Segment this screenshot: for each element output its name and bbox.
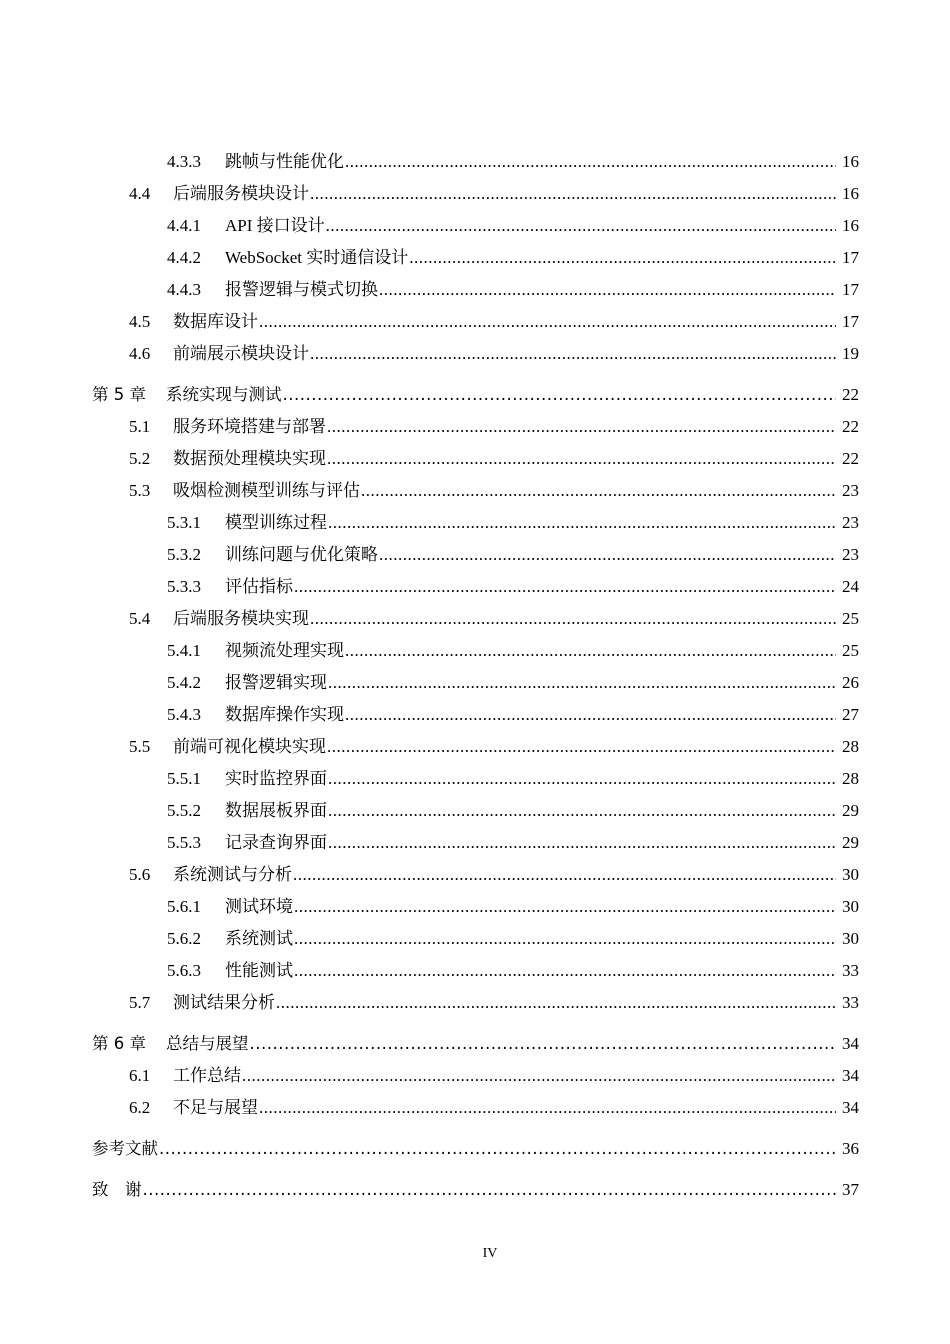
toc-entry[interactable] [0, 539, 950, 571]
toc-leader-dots [345, 699, 836, 731]
toc-entry[interactable] [0, 1092, 950, 1124]
toc-entry-number: 5.6 [129, 865, 151, 884]
toc-entry-page: 30 [842, 929, 859, 948]
toc-entry-number: 5.3.1 [167, 513, 201, 532]
toc-entry-number: 4.4.1 [167, 216, 201, 235]
toc-entry-number: 5.3.3 [167, 577, 201, 596]
page-number: IV [482, 1246, 498, 1261]
toc-entry-page: 28 [842, 769, 859, 788]
toc-entry-title: 系统测试 [225, 929, 293, 948]
toc-entry[interactable] [0, 242, 950, 274]
toc-entry-title: 记录查询界面 [225, 833, 327, 852]
toc-entry-number: 5.5.1 [167, 769, 201, 788]
toc-entry[interactable] [0, 178, 950, 210]
toc-entry-number: 4.6 [129, 344, 151, 363]
toc-entry-title: 吸烟检测模型训练与评估 [173, 481, 360, 500]
toc-entry-page: 34 [842, 1098, 859, 1117]
toc-entry-number: 第 6 章 [92, 1034, 146, 1053]
toc-leader-dots [327, 731, 836, 763]
toc-entry-number: 5.3.2 [167, 545, 201, 564]
toc-entry[interactable] [0, 795, 950, 827]
toc-entry[interactable] [0, 210, 950, 242]
toc-leader-dots [328, 827, 836, 859]
toc-entry[interactable] [0, 923, 950, 955]
toc-entry-page: 25 [842, 641, 859, 660]
toc-entry-page: 16 [842, 216, 859, 235]
toc-entry-number: 4.4.2 [167, 248, 201, 267]
toc-entry-number: 5.4.2 [167, 673, 201, 692]
toc-entry-title: 系统测试与分析 [173, 865, 292, 884]
toc-entry[interactable] [0, 763, 950, 795]
toc-entry-title: 不足与展望 [173, 1098, 258, 1117]
toc-entry-page: 24 [842, 577, 859, 596]
toc-entry-page: 17 [842, 280, 859, 299]
toc-leader-dots [294, 571, 836, 603]
toc-entry-title: 前端展示模块设计 [173, 344, 309, 363]
toc-chapter-entry[interactable] [0, 379, 950, 411]
toc-entry-page: 33 [842, 993, 859, 1012]
toc-entry-number: 5.2 [129, 449, 151, 468]
toc-entry-number: 5.5 [129, 737, 151, 756]
toc-leader-dots [310, 603, 836, 635]
toc-leader-dots [310, 178, 836, 210]
toc-entry-title: WebSocket 实时通信设计 [225, 248, 409, 267]
toc-entry-page: 16 [842, 152, 859, 171]
toc-leader-dots [294, 923, 836, 955]
toc-entry[interactable] [0, 699, 950, 731]
toc-leader-dots [259, 306, 836, 338]
toc-entry-page: 30 [842, 897, 859, 916]
toc-entry-title: 后端服务模块设计 [173, 184, 309, 203]
toc-entry-number: 5.7 [129, 993, 151, 1012]
toc-entry-page: 29 [842, 833, 859, 852]
toc-entry-title: 报警逻辑实现 [225, 673, 327, 692]
toc-entry-page: 28 [842, 737, 859, 756]
toc-entry-title: 性能测试 [225, 961, 293, 980]
toc-entry[interactable] [0, 1060, 950, 1092]
toc-entry[interactable] [0, 955, 950, 987]
toc-entry-number: 4.4.3 [167, 280, 201, 299]
toc-entry-page: 34 [842, 1066, 859, 1085]
toc-entry-title: 评估指标 [225, 577, 293, 596]
toc-entry-page: 16 [842, 184, 859, 203]
toc-entry-title: 视频流处理实现 [225, 641, 344, 660]
toc-entry-page: 34 [842, 1034, 859, 1053]
toc-entry[interactable] [0, 411, 950, 443]
toc-entry-number: 5.6.1 [167, 897, 201, 916]
toc-entry-title: 模型训练过程 [225, 513, 327, 532]
toc-entry-title: API 接口设计 [225, 216, 325, 235]
toc-entry-number: 6.1 [129, 1066, 151, 1085]
toc-acknowledgement-entry[interactable] [0, 1174, 950, 1206]
toc-leader-dots [294, 891, 836, 923]
toc-entry-number: 5.5.3 [167, 833, 201, 852]
toc-leader-dots [379, 274, 836, 306]
toc-leader-dots [326, 210, 836, 242]
toc-entry-title: 服务环境搭建与部署 [173, 417, 326, 436]
toc-entry-page: 22 [842, 385, 859, 404]
toc-leader-dots [294, 955, 836, 987]
toc-entry-title: 数据库设计 [173, 312, 258, 331]
toc-entry[interactable] [0, 338, 950, 370]
toc-leader-dots [159, 1133, 836, 1165]
toc-entry-title: 工作总结 [173, 1066, 241, 1085]
toc-leader-dots [143, 1174, 837, 1206]
toc-entry[interactable] [0, 443, 950, 475]
toc-entry[interactable] [0, 635, 950, 667]
toc-leader-dots [328, 795, 836, 827]
toc-entry-number: 5.4.3 [167, 705, 201, 724]
toc-entry-number: 第 5 章 [92, 385, 146, 404]
toc-entry-title: 数据展板界面 [225, 801, 327, 820]
toc-entry-number: 5.4 [129, 609, 151, 628]
toc-leader-dots [361, 475, 836, 507]
toc-entry[interactable] [0, 274, 950, 306]
toc-leader-dots [345, 635, 836, 667]
toc-entry-page: 30 [842, 865, 859, 884]
toc-leader-dots [379, 539, 836, 571]
toc-entry[interactable] [0, 667, 950, 699]
toc-entry-page: 29 [842, 801, 859, 820]
toc-entry-page: 27 [842, 705, 859, 724]
toc-entry[interactable] [0, 827, 950, 859]
toc-entry-number: 4.5 [129, 312, 151, 331]
toc-entry[interactable] [0, 146, 950, 178]
toc-entry[interactable] [0, 475, 950, 507]
toc-entry[interactable] [0, 987, 950, 1019]
toc-entry-number: 6.2 [129, 1098, 151, 1117]
toc-leader-dots [328, 763, 836, 795]
toc-leader-dots [283, 379, 837, 411]
toc-entry-number: 4.4 [129, 184, 151, 203]
toc-leader-dots [310, 338, 836, 370]
toc-entry-title: 致 谢 [92, 1180, 142, 1199]
toc-entry-title: 数据库操作实现 [225, 705, 344, 724]
toc-leader-dots [345, 146, 836, 178]
toc-entry-page: 33 [842, 961, 859, 980]
toc-entry-title: 实时监控界面 [225, 769, 327, 788]
toc-leader-dots [242, 1060, 836, 1092]
toc-entry-title: 系统实现与测试 [166, 385, 282, 404]
toc-leader-dots [259, 1092, 836, 1124]
toc-entry-page: 23 [842, 481, 859, 500]
toc-entry-page: 19 [842, 344, 859, 363]
toc-entry-title: 数据预处理模块实现 [173, 449, 326, 468]
table-of-contents [0, 146, 950, 1206]
toc-entry-page: 26 [842, 673, 859, 692]
toc-entry-title: 参考文献 [92, 1139, 158, 1158]
toc-chapter-entry[interactable] [0, 1028, 950, 1060]
toc-entry-title: 测试结果分析 [173, 993, 275, 1012]
toc-leader-dots [327, 411, 836, 443]
toc-entry-title: 报警逻辑与模式切换 [225, 280, 378, 299]
toc-leader-dots [409, 242, 836, 274]
toc-entry-number: 4.3.3 [167, 152, 201, 171]
toc-entry-title: 前端可视化模块实现 [173, 737, 326, 756]
toc-entry-page: 22 [842, 417, 859, 436]
toc-entry-page: 37 [842, 1180, 859, 1199]
toc-entry[interactable] [0, 306, 950, 338]
toc-entry-page: 25 [842, 609, 859, 628]
toc-leader-dots [293, 859, 836, 891]
toc-leader-dots [328, 667, 836, 699]
toc-leader-dots [250, 1028, 837, 1060]
toc-entry-title: 总结与展望 [166, 1034, 249, 1053]
toc-entry-page: 23 [842, 513, 859, 532]
toc-entry-number: 5.4.1 [167, 641, 201, 660]
toc-entry[interactable] [0, 859, 950, 891]
toc-entry-page: 17 [842, 248, 859, 267]
toc-entry-title: 测试环境 [225, 897, 293, 916]
toc-leader-dots [327, 443, 836, 475]
toc-entry-number: 5.1 [129, 417, 151, 436]
toc-entry-title: 训练问题与优化策略 [225, 545, 378, 564]
toc-entry-page: 36 [842, 1139, 859, 1158]
toc-entry[interactable] [0, 571, 950, 603]
toc-entry-number: 5.6.2 [167, 929, 201, 948]
toc-entry[interactable] [0, 603, 950, 635]
toc-entry-page: 23 [842, 545, 859, 564]
toc-references-entry[interactable] [0, 1133, 950, 1165]
toc-entry[interactable] [0, 891, 950, 923]
toc-entry-page: 17 [842, 312, 859, 331]
toc-entry-title: 跳帧与性能优化 [225, 152, 344, 171]
toc-entry[interactable] [0, 507, 950, 539]
toc-entry-page: 22 [842, 449, 859, 468]
toc-entry[interactable] [0, 731, 950, 763]
toc-leader-dots [328, 507, 836, 539]
toc-entry-number: 5.5.2 [167, 801, 201, 820]
toc-entry-number: 5.6.3 [167, 961, 201, 980]
toc-entry-title: 后端服务模块实现 [173, 609, 309, 628]
toc-entry-number: 5.3 [129, 481, 151, 500]
toc-leader-dots [276, 987, 836, 1019]
